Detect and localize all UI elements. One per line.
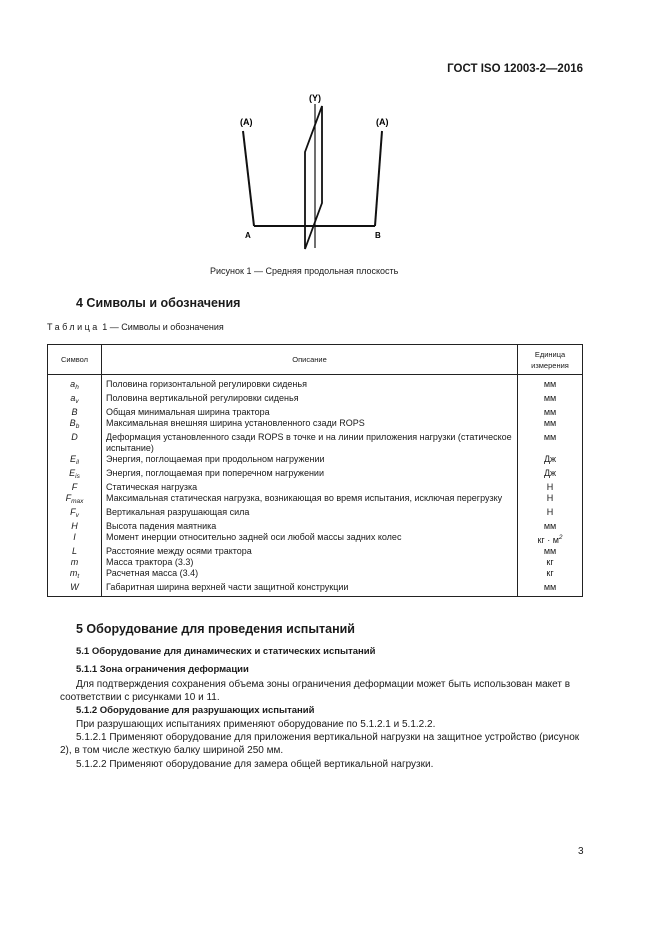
- symbol-cell: [48, 482, 102, 493]
- symbol: a: [70, 393, 76, 403]
- description-cell: Высота падения маятника: [102, 521, 518, 532]
- description-cell: Энергия, поглощаемая при продольном нагружении: [102, 454, 518, 468]
- unit-superscript: 2: [558, 534, 563, 541]
- description-cell: Общая минимальная ширина трактора: [102, 407, 518, 418]
- unit-cell: [518, 407, 583, 418]
- subsection-5-1-1: 5.1.1 Зона ограничения деформации: [76, 664, 249, 675]
- symbol-cell: [48, 493, 102, 507]
- symbol-cell: [48, 375, 102, 394]
- description-cell: Энергия, поглощаемая при поперечном нагружении: [102, 468, 518, 482]
- unit-cell: [518, 375, 583, 394]
- table-row: [48, 546, 583, 557]
- symbol-subscript: h: [75, 384, 79, 391]
- unit-value: Н: [546, 482, 554, 492]
- table-row: [48, 432, 583, 454]
- description-cell: Максимальная внешняя ширина установленного сзади ROPS: [102, 418, 518, 432]
- subsection-5-1: 5.1 Оборудование для динамических и статических испытаний: [76, 646, 376, 657]
- symbol: W: [70, 582, 79, 592]
- unit-cell: [518, 482, 583, 493]
- symbol: B: [69, 418, 76, 428]
- symbol-cell: [48, 432, 102, 454]
- unit-cell: [518, 454, 583, 468]
- unit-value: кг: [546, 568, 554, 578]
- table-caption-text: 1 — Символы и обозначения: [99, 322, 224, 332]
- symbol: a: [70, 379, 76, 389]
- unit-value: кг: [546, 557, 554, 567]
- label-a-right: (A): [376, 117, 389, 127]
- symbol-subscript: max: [71, 498, 84, 505]
- description-cell: Половина вертикальной регулировки сиденья: [102, 393, 518, 407]
- unit-value: мм: [543, 546, 557, 556]
- unit-cell: [518, 507, 583, 521]
- symbol-cell: [48, 532, 102, 546]
- unit-cell: [518, 432, 583, 454]
- label-a-left: (A): [240, 117, 253, 127]
- symbol-cell: [48, 407, 102, 418]
- symbol: I: [73, 532, 76, 542]
- description-cell: Вертикальная разрушающая сила: [102, 507, 518, 521]
- unit-value: мм: [543, 432, 557, 442]
- unit-value: кг · м: [537, 535, 559, 545]
- col-header-symbol: Символ: [48, 345, 102, 375]
- unit-value: мм: [543, 521, 557, 531]
- symbol-cell: [48, 393, 102, 407]
- figure-1-diagram: [0, 0, 661, 290]
- symbol: H: [71, 521, 78, 531]
- unit-value: мм: [543, 393, 557, 403]
- symbol: F: [71, 482, 78, 492]
- unit-value: мм: [543, 379, 557, 389]
- symbols-table: [47, 344, 583, 597]
- paragraph-5-1-2-1: [60, 731, 585, 757]
- symbol: F: [65, 493, 72, 503]
- table-row: [48, 521, 583, 532]
- symbol-cell: [48, 454, 102, 468]
- symbol: m: [69, 568, 78, 578]
- symbol-cell: [48, 521, 102, 532]
- paragraph-text: 5.1.2.2 Применяют оборудование для замера общей вертикальной нагрузки.: [76, 759, 434, 770]
- symbol-subscript: il: [76, 459, 79, 466]
- description-cell: Половина горизонтальной регулировки сиденья: [102, 375, 518, 394]
- description-cell: Момент инерции относительно задней оси любой массы задних колес: [102, 532, 518, 546]
- unit-value: мм: [543, 407, 557, 417]
- unit-cell: [518, 532, 583, 546]
- paragraph-text: 5.1.2.1 Применяют оборудование для приложения вертикальной нагрузки на защитное устройство (рисунок 2), в том числе жесткую балку шириной 250 мм.: [60, 732, 580, 756]
- symbol-cell: [48, 468, 102, 482]
- unit-cell: [518, 521, 583, 532]
- symbol: E: [70, 454, 77, 464]
- symbol-subscript: v: [75, 512, 79, 519]
- unit-cell: [518, 393, 583, 407]
- symbol-cell: [48, 568, 102, 582]
- col-header-description: Описание: [102, 345, 518, 375]
- description-cell: Деформация установленного сзади ROPS в точке и на линии приложения нагрузки (статическое испытание): [102, 432, 518, 454]
- symbol-subscript: b: [75, 423, 80, 430]
- unit-value: Дж: [543, 454, 557, 464]
- paragraph-5-1-2: [60, 718, 585, 731]
- table-row: [48, 582, 583, 597]
- unit-cell: [518, 546, 583, 557]
- document-id: ГОСТ ISO 12003-2—2016: [447, 63, 583, 75]
- unit-value: Дж: [543, 468, 557, 478]
- description-cell: Масса трактора (3.3): [102, 557, 518, 568]
- unit-cell: [518, 468, 583, 482]
- paragraph-text: При разрушающих испытаниях применяют оборудование по 5.1.2.1 и 5.1.2.2.: [76, 719, 436, 730]
- col-header-unit: Единица измерения: [518, 345, 583, 375]
- subsection-5-1-2: 5.1.2 Оборудование для разрушающих испытаний: [76, 705, 315, 716]
- description-cell: Расстояние между осями трактора: [102, 546, 518, 557]
- unit-cell: [518, 582, 583, 597]
- table-row: [48, 493, 583, 507]
- symbol-subscript: v: [75, 398, 79, 405]
- description-cell: Габаритная ширина верхней части защитной конструкции: [102, 582, 518, 597]
- symbol: E: [69, 468, 76, 478]
- unit-cell: [518, 568, 583, 582]
- description-cell: Максимальная статическая нагрузка, возникающая во время испытания, исключая перегрузку: [102, 493, 518, 507]
- table-row: [48, 532, 583, 546]
- paragraph-5-1-2-2: [60, 758, 585, 771]
- page-number: 3: [578, 846, 584, 857]
- unit-cell: [518, 418, 583, 432]
- table-row: [48, 568, 583, 582]
- symbol: B: [71, 407, 78, 417]
- description-cell: Расчетная масса (3.4): [102, 568, 518, 582]
- table-row: [48, 507, 583, 521]
- symbol-cell: [48, 507, 102, 521]
- symbol-cell: [48, 582, 102, 597]
- table-row: [48, 468, 583, 482]
- table-row: [48, 375, 583, 394]
- unit-cell: [518, 493, 583, 507]
- symbol-cell: [48, 557, 102, 568]
- symbol: F: [70, 507, 76, 517]
- symbol-subscript: is: [75, 473, 80, 480]
- symbol-cell: [48, 418, 102, 432]
- a-line-left: [243, 131, 254, 226]
- symbol-cell: [48, 546, 102, 557]
- table-caption: [47, 322, 224, 332]
- section-4-title: 4 Символы и обозначения: [76, 296, 241, 310]
- section-5-title: 5 Оборудование для проведения испытаний: [76, 622, 355, 636]
- unit-value: Н: [546, 493, 554, 503]
- table-row: [48, 454, 583, 468]
- paragraph-5-1-1: [60, 678, 585, 704]
- symbol: D: [71, 432, 78, 442]
- unit-value: Н: [546, 507, 554, 517]
- table-row: [48, 393, 583, 407]
- label-point-b: B: [375, 231, 381, 240]
- paragraph-text: Для подтверждения сохранения объема зоны ограничения деформации может быть использован макет в соответствии с рисунками 10 и 11.: [60, 679, 571, 703]
- symbol-subscript: t: [77, 573, 80, 580]
- table-row: [48, 557, 583, 568]
- label-point-a: A: [245, 231, 251, 240]
- a-line-right: [375, 131, 382, 226]
- table-row: [48, 407, 583, 418]
- unit-cell: [518, 557, 583, 568]
- symbol: m: [70, 557, 79, 567]
- unit-value: мм: [543, 418, 557, 428]
- symbol: L: [71, 546, 77, 556]
- description-cell: Статическая нагрузка: [102, 482, 518, 493]
- table-row: [48, 482, 583, 493]
- label-y: (Y): [309, 93, 321, 103]
- figure-caption: Рисунок 1 — Средняя продольная плоскость: [210, 266, 399, 276]
- table-row: [48, 418, 583, 432]
- table-caption-prefix: Таблица: [47, 322, 100, 332]
- median-plane: [305, 106, 322, 249]
- unit-value: мм: [543, 582, 557, 592]
